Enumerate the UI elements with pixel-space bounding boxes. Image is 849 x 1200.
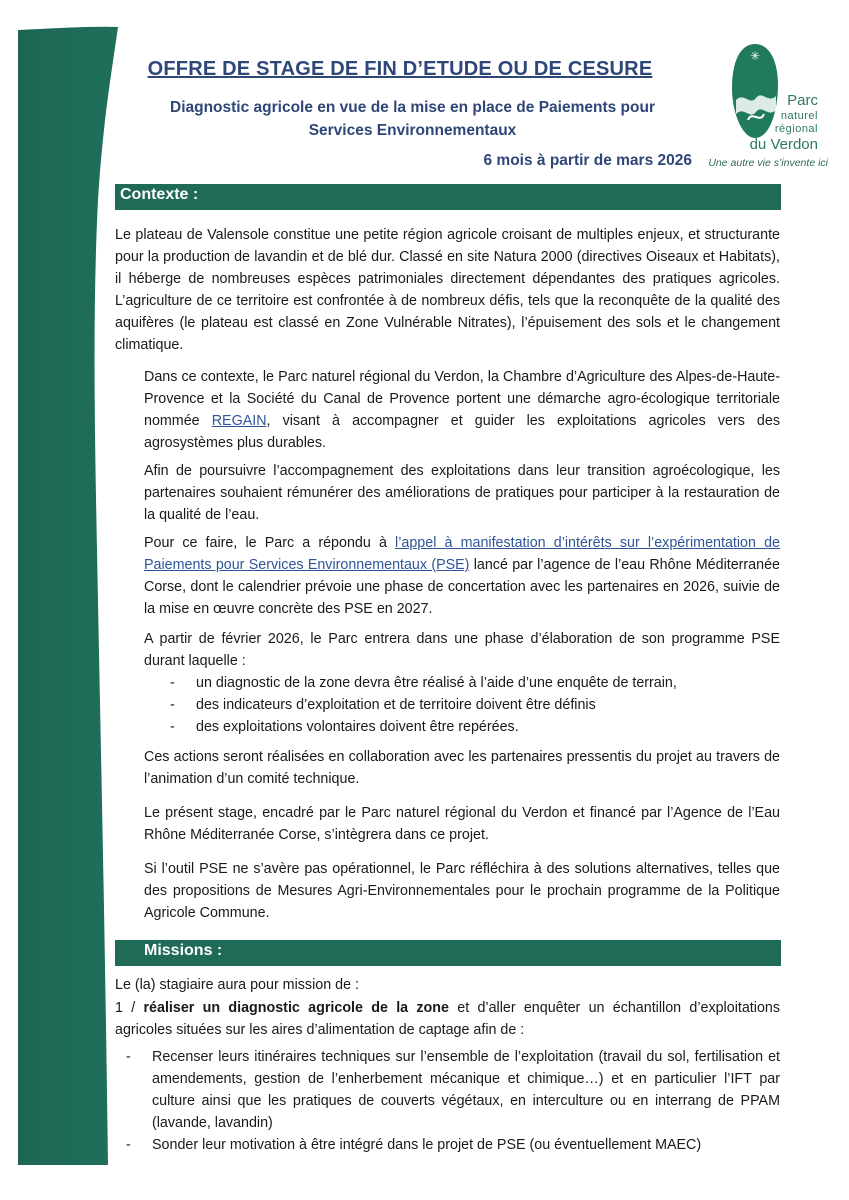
- list-item: - Recenser leurs itinéraires techniques sur l’ensemble de l’exploitation (travail du sol, fertilisation et amendements, gestion de l’enherbement mécanique et chimique…) et en particulier l’IFT par culture ainsi que les pratiques de couverts végétaux, en interculture ou en interrang de PPAM (lavande, lavandin): [152, 1046, 780, 1134]
- list-item: - des exploitations volontaires doivent être repérées.: [196, 716, 780, 738]
- subtitle: [140, 96, 685, 142]
- missions-intro: Le (la) stagiaire aura pour mission de :: [115, 977, 359, 993]
- contexte-bullet-list: [196, 672, 780, 738]
- logo-tagline: Une autre vie s’invente ici: [708, 157, 828, 169]
- logo-name-line-4: du Verdon: [749, 136, 818, 153]
- contexte-paragraph-3: Afin de poursuivre l’accompagnement des exploitations dans leur transition agroécologique, les partenaires souhaient rémunérer des améliorations de pratiques pour participer à la restauration de la qualité de l’eau.: [144, 463, 780, 523]
- missions-heading: Missions :: [144, 942, 223, 959]
- contexte-paragraph-6: Ces actions seront réalisées en collaboration avec les partenaires pressentis du projet au travers de l’animation d’un comité technique.: [144, 749, 780, 787]
- contexte-paragraph-4: Pour ce faire, le Parc a répondu à l’appel à manifestation d’intérêts sur l’expérimentation de Paiements pour Services Environnementaux (PSE) lancé par l’agence de l’eau Rhône Méditerranée Corse, dont le calendrier prévoie une phase de concertation avec les partenaires en 2026, suivie de la mise en œuvre concrète des PSE en 2027.: [144, 535, 780, 617]
- list-item: - des indicateurs d’exploitation et de territoire doivent être définis: [196, 694, 780, 716]
- missions-heading-banner: [115, 940, 781, 966]
- contexte-paragraph-7: Le présent stage, encadré par le Parc naturel régional du Verdon et financé par l’Agence de l’Eau Rhône Méditerranée Corse, s’intègrera dans ce projet.: [144, 805, 780, 843]
- subtitle-line-2: Services Environnementaux: [308, 122, 517, 139]
- contexte-paragraph-5: A partir de février 2026, le Parc entrera dans une phase d’élaboration de son programme PSE durant laquelle :: [144, 631, 780, 669]
- list-item: - Sonder leur motivation à être intégré dans le projet de PSE (ou éventuellement MAEC): [152, 1134, 780, 1156]
- missions-item-1: 1 / réaliser un diagnostic agricole de la zone et d’aller enquêter un échantillon d’exploitations agricoles situées sur les aires d’alimentation de captage afin de :: [115, 1000, 780, 1038]
- ami-pse-link[interactable]: l’appel à manifestation d’intérêts sur l’expérimentation de Paiements pour Services Environnementaux (PSE): [144, 535, 780, 573]
- logo-name-line-1: Parc: [787, 92, 818, 109]
- svg-text:✳: ✳: [749, 49, 761, 63]
- parc-logo: [708, 40, 828, 175]
- subtitle-line-1: Diagnostic agricole en vue de la mise en place de Paiements pour: [170, 99, 655, 116]
- contexte-paragraph-1: Le plateau de Valensole constitue une petite région agricole croisant de multiples enjeux, et structurante pour la production de lavandin et de blé dur. Classé en site Natura 2000 (directives Oiseaux et Habitats), il héberge de nombreuses espèces patrimoniales directement dépendantes des pratiques agricoles. L’agriculture de ce territoire est confrontée à de nombreux défis, tels que la reconquête de la qualité des aquifères (le plateau est classé en Zone Vulnérable Nitrates), l’épuisement des sols et le changement climatique.: [115, 227, 780, 353]
- page-title: OFFRE DE STAGE DE FIN D’ETUDE OU DE CESURE: [147, 58, 653, 80]
- duration: 6 mois à partir de mars 2026: [483, 152, 692, 169]
- contexte-paragraph-2: Dans ce contexte, le Parc naturel régional du Verdon, la Chambre d’Agriculture des Alpes-de-Haute-Provence et la Société du Canal de Provence portent une démarche agro-écologique territoriale nommée REGAIN, visant à accompagner et guider les exploitations agricoles vers des agrosystèmes plus durables.: [144, 369, 780, 451]
- regain-link[interactable]: REGAIN: [211, 413, 267, 429]
- contexte-paragraph-8: Si l’outil PSE ne s’avère pas opérationnel, le Parc réfléchira à des solutions alternatives, telles que des propositions de Mesures Agri-Environnementales pour le prochain programme de la Politique Agricole Commune.: [144, 861, 780, 921]
- logo-name-line-3: régional: [774, 123, 818, 135]
- list-item: - un diagnostic de la zone devra être réalisé à l’aide d’une enquête de terrain,: [196, 672, 780, 694]
- missions-bullet-list: [152, 1046, 780, 1156]
- logo-emblem-icon: [730, 40, 780, 140]
- logo-name-line-2: naturel: [780, 110, 818, 122]
- contexte-heading: Contexte :: [120, 186, 199, 203]
- contexte-heading-banner: [115, 184, 781, 210]
